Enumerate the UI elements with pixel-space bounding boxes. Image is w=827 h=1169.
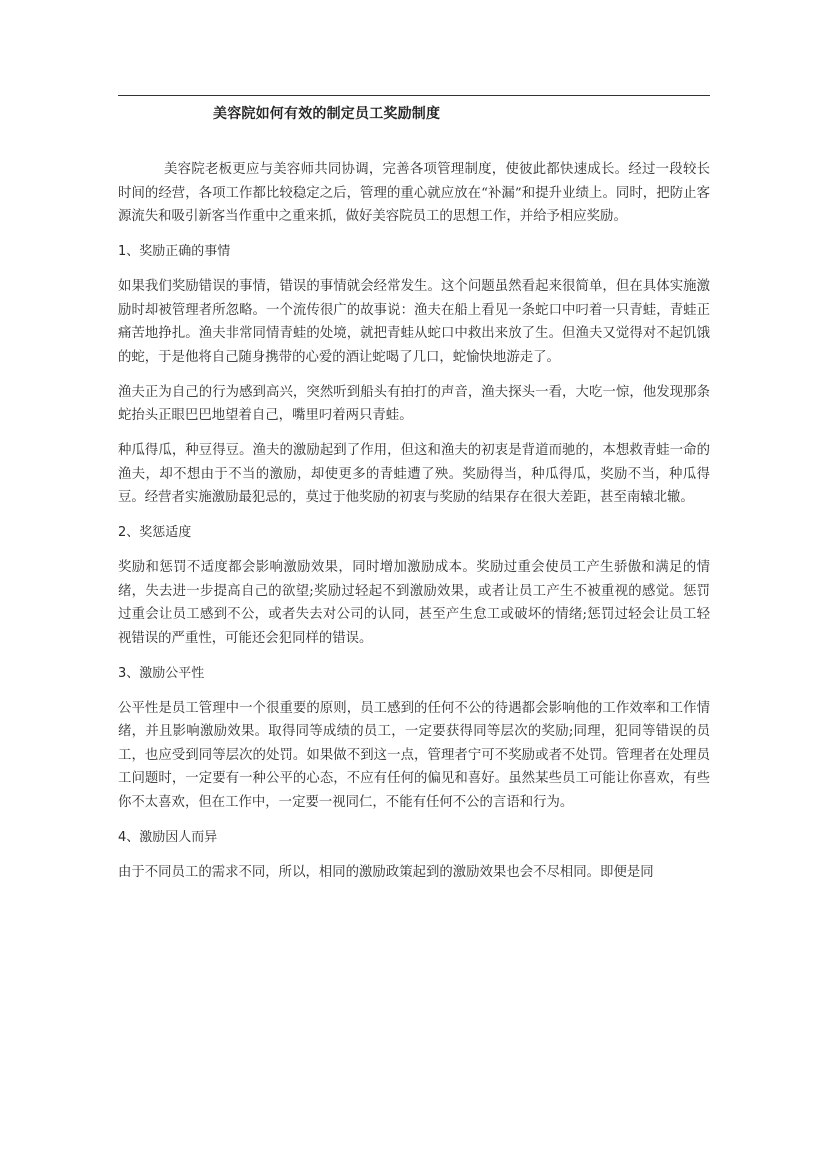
- section-1-heading: 1、奖励正确的事情: [118, 244, 231, 259]
- header-rule: [118, 95, 710, 96]
- section-4-heading: 4、激励因人而异: [118, 829, 218, 845]
- section-2-heading: 2、奖惩适度: [118, 525, 192, 540]
- section-1-paragraph-3: 种瓜得瓜，种豆得豆。渔夫的激励起到了作用，但这和渔夫的初衷是背道而驰的，本想救青蛙一命的渔夫，却不想由于不当的激励，却使更多的青蛙遭了殃。奖励得当，种瓜得瓜，奖励不当，种瓜得豆。经营者实施激励最犯忌的，莫过于他奖励的初衷与奖励的结果存在很大差距，甚至南辕北辙。: [118, 443, 710, 505]
- section-3-heading: 3、激励公平性: [118, 665, 205, 681]
- section-1-paragraph-1: 如果我们奖励错误的事情，错误的事情就会经常发生。这个问题虽然看起来很简单，但在具体实施激励时却被管理者所忽略。一个流传很广的故事说：渔夫在船上看见一条蛇口中叼着一只青蛙，青蛙正痛苦地挣扎。渔夫非常同情青蛙的处境，就把青蛙从蛇口中救出来放了生。但渔夫又觉得对不起饥饿的蛇，于是他将自己随身携带的心爱的酒让蛇喝了几口，蛇愉快地游走了。: [118, 279, 710, 365]
- section-4-paragraph-1: 由于不同员工的需求不同，所以，相同的激励政策起到的激励效果也会不尽相同。即便是同: [118, 864, 654, 880]
- section-3-paragraph-1: 公平性是员工管理中一个很重要的原则，员工感到的任何不公的待遇都会影响他的工作效率和工作情绪，并且影响激励效果。取得同等成绩的员工，一定要获得同等层次的奖励;同理，犯同等错误的员工，也应受到同等层次的处罚。如果做不到这一点，管理者宁可不奖励或者不处罚。管理者在处理员工问题时，一定要有一种公平的心态，不应有任何的偏见和喜好。虽然某些员工可能让你喜欢，有些你不太喜欢，但在工作中，一定要一视同仁，不能有任何不公的言语和行为。: [118, 700, 710, 810]
- intro-paragraph: 美容院老板更应与美容师共同协调，完善各项管理制度，使彼此都快速成长。经过一段较长时间的经营，各项工作都比较稳定之后，管理的重心就应放在“补漏”和提升业绩上。同时，把防止客源流失和吸引新客当作重中之重来抓，做好美容院员工的思想工作，并给予相应奖励。: [118, 162, 710, 224]
- document-title: 美容院如何有效的制定员工奖励制度: [213, 106, 441, 122]
- document-body: [118, 158, 710, 896]
- section-1-paragraph-2: 渔夫正为自己的行为感到高兴，突然听到船头有拍打的声音，渔夫探头一看，大吃一惊，他发现那条蛇抬头正眼巴巴地望着自己，嘴里叼着两只青蛙。: [118, 384, 710, 423]
- section-2-paragraph-1: 奖励和惩罚不适度都会影响激励效果，同时增加激励成本。奖励过重会使员工产生骄傲和满足的情绪，失去进一步提高自己的欲望;奖励过轻起不到激励效果，或者让员工产生不被重视的感觉。惩罚过重会让员工感到不公，或者失去对公司的认同，甚至产生怠工或破坏的情绪;惩罚过轻会让员工轻视错误的严重性，可能还会犯同样的错误。: [118, 560, 710, 646]
